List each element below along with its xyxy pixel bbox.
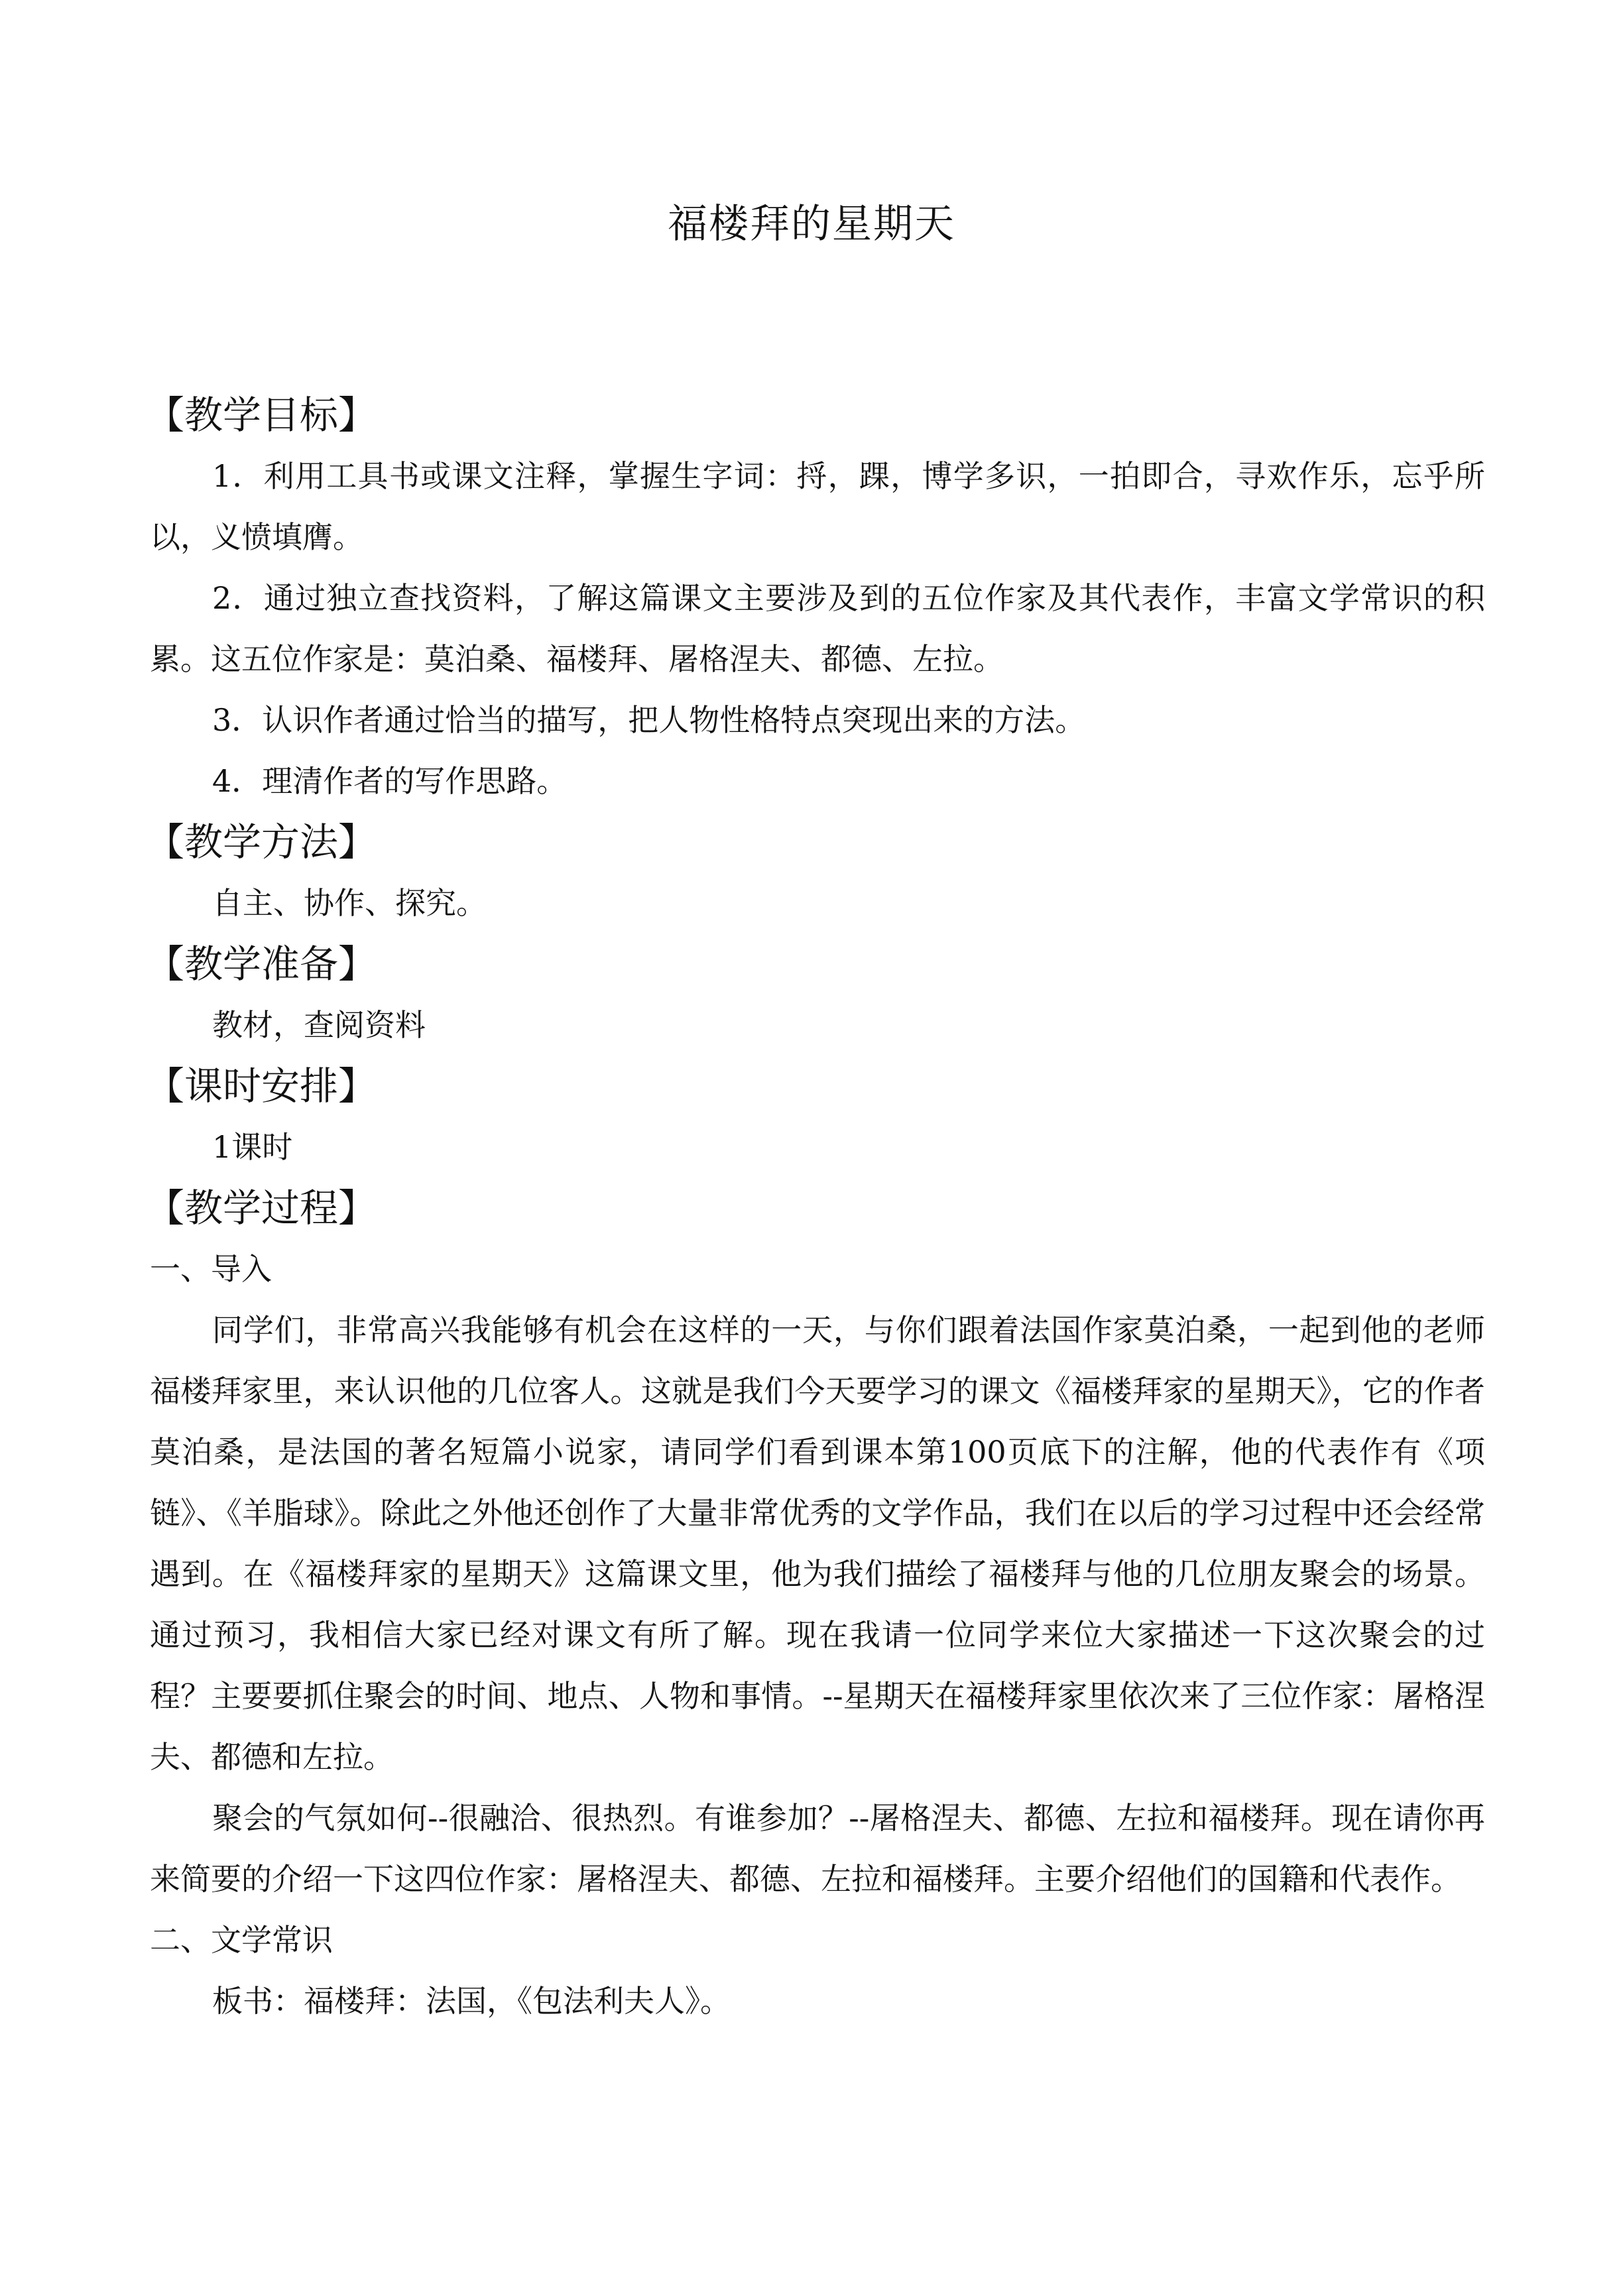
heading-process: 【教学过程】 bbox=[146, 1185, 377, 1231]
process-part1-title: 一、导入 bbox=[150, 1251, 272, 1287]
objective-item-3: 3．认识作者通过恰当的描写，把人物性格特点突现出来的方法。 bbox=[212, 702, 1086, 738]
process-part2-paragraph-1: 板书：福楼拜：法国，《包法利夫人》。 bbox=[212, 1983, 731, 2019]
objective-item-4: 4．理清作者的写作思路。 bbox=[212, 763, 568, 799]
heading-schedule: 【课时安排】 bbox=[146, 1063, 377, 1109]
page-title: 福楼拜的星期天 bbox=[668, 201, 955, 247]
objective-item-1: 1．利用工具书或课文注释，掌握生字词：捋，踝，博学多识，一拍即合，寻欢作乐，忘乎所以，义愤填膺。 bbox=[150, 458, 1485, 555]
process-part1-paragraph-2: 聚会的气氛如何--很融洽、很热烈。有谁参加？--屠格涅夫、都德、左拉和福楼拜。现在请你再来简要的介绍一下这四位作家：屠格涅夫、都德、左拉和福楼拜。主要介绍他们的国籍和代表作。 bbox=[150, 1800, 1485, 1897]
process-part2-title: 二、文学常识 bbox=[150, 1922, 333, 1958]
process-part1-paragraph-1: 同学们，非常高兴我能够有机会在这样的一天，与你们跟着法国作家莫泊桑，一起到他的老师福楼拜家里，来认识他的几位客人。这就是我们今天要学习的课文《福楼拜家的星期天》，它的作者莫泊桑，是法国的著名短篇小说家，请同学们看到课本第100页底下的注解，他的代表作有《项链》、《羊脂球》。除此之外他还创作了大量非常优秀的文学作品，我们在以后的学习过程中还会经常遇到。在《福楼拜家的星期天》这篇课文里，他为我们描绘了福楼拜与他的几位朋友聚会的场景。通过预习，我相信大家已经对课文有所了解。现在我请一位同学来位大家描述一下这次聚会的过程？主要要抓住聚会的时间、地点、人物和事情。--星期天在福楼拜家里依次来了三位作家：屠格涅夫、都德和左拉。 bbox=[150, 1312, 1485, 1775]
preparation-text: 教材，查阅资料 bbox=[212, 1007, 426, 1043]
schedule-text: 1课时 bbox=[212, 1129, 293, 1165]
objective-item-2: 2．通过独立查找资料，了解这篇课文主要涉及到的五位作家及其代表作，丰富文学常识的积累。这五位作家是：莫泊桑、福楼拜、屠格涅夫、都德、左拉。 bbox=[150, 580, 1485, 677]
heading-preparation: 【教学准备】 bbox=[146, 941, 377, 987]
heading-methods: 【教学方法】 bbox=[146, 819, 377, 865]
heading-objectives: 【教学目标】 bbox=[146, 393, 377, 438]
document-body bbox=[146, 385, 1485, 2031]
methods-text: 自主、协作、探究。 bbox=[212, 885, 487, 921]
